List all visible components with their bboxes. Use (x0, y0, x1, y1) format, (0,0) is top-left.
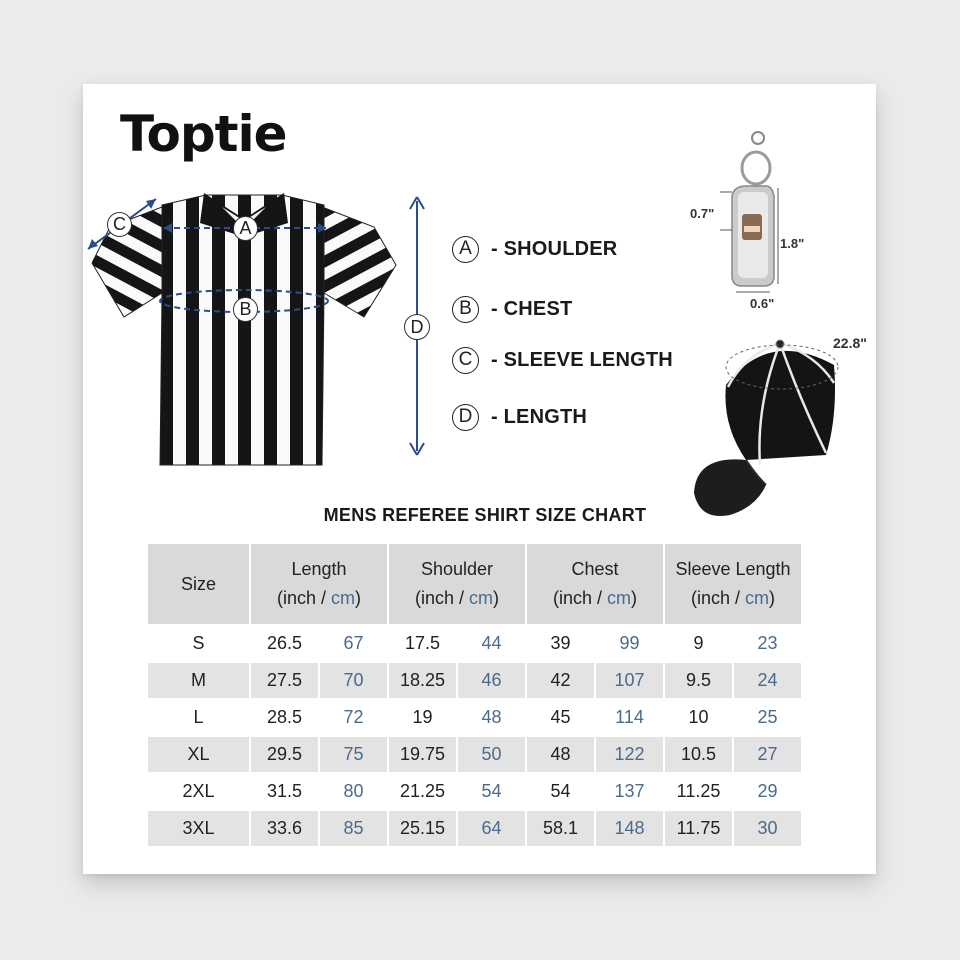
size-chart-table (146, 542, 803, 848)
unit-cm: cm (745, 588, 770, 608)
length-inch: 26.5 (266, 633, 303, 653)
size-cell: XL (148, 737, 249, 772)
chest-inch: 54 (550, 781, 571, 801)
header-chest-label: Chest (571, 559, 619, 579)
brand-logo: Toptie (120, 105, 287, 163)
legend-item-length (452, 400, 587, 434)
shoulder-cm: 54 (481, 781, 502, 801)
shoulder-inch: 19 (412, 707, 433, 727)
table-header-row (148, 544, 801, 624)
length-cm: 67 (343, 633, 364, 653)
unit-open: (inch / (552, 588, 608, 608)
chest-inch: 45 (550, 707, 571, 727)
unit-close: ) (769, 588, 776, 608)
shoulder-cm: 48 (481, 707, 502, 727)
sleeve-cm: 24 (734, 663, 801, 698)
size-cell: M (148, 663, 249, 698)
sleeve-cm: 29 (757, 781, 778, 801)
sleeve-inch: 10 (688, 707, 709, 727)
chest-inch: 39 (550, 633, 571, 653)
chest-cm: 114 (615, 707, 644, 727)
unit-open: (inch / (276, 588, 332, 608)
size-cell: S (192, 633, 205, 653)
header-length (251, 544, 387, 624)
unit-open: (inch / (690, 588, 746, 608)
legend-letter: B (452, 296, 479, 323)
cap-circumference: 22.8" (833, 335, 867, 351)
chest-cm: 148 (596, 811, 663, 846)
legend-letter: D (452, 404, 479, 431)
table-row (148, 663, 801, 698)
whistle-height: 1.8" (780, 236, 805, 251)
shoulder-inch: 19.75 (389, 737, 456, 772)
legend-letter: C (452, 347, 479, 374)
whistle-width-top: 0.7" (690, 206, 715, 221)
shoulder-inch: 25.15 (389, 811, 456, 846)
table-row (148, 700, 801, 735)
chart-title: MENS REFEREE SHIRT SIZE CHART (323, 505, 647, 525)
length-inch: 29.5 (251, 737, 318, 772)
sleeve-inch: 11.75 (665, 811, 732, 846)
unit-cm: cm (607, 588, 632, 608)
length-cm: 70 (320, 663, 387, 698)
chest-marker: B (233, 297, 258, 322)
unit-cm: cm (469, 588, 494, 608)
legend-item-chest (452, 292, 572, 326)
chest-inch: 42 (527, 663, 594, 698)
legend-label: - LENGTH (491, 405, 588, 428)
unit-close: ) (355, 588, 362, 608)
header-shoulder-label: Shoulder (420, 559, 494, 579)
unit-cm: cm (331, 588, 356, 608)
length-inch: 28.5 (266, 707, 303, 727)
legend-label: - CHEST (491, 297, 573, 320)
sleeve-cm: 25 (757, 707, 778, 727)
shoulder-cm: 50 (458, 737, 525, 772)
header-sleeve-label: Sleeve Length (675, 559, 791, 579)
size-cell: L (193, 707, 204, 727)
length-inch: 33.6 (251, 811, 318, 846)
shoulder-marker: A (233, 216, 258, 241)
legend-item-shoulder (452, 232, 617, 266)
sleeve-cm: 23 (757, 633, 778, 653)
table-row (148, 737, 801, 772)
length-cm: 72 (343, 707, 364, 727)
table-row (148, 774, 801, 809)
length-inch: 27.5 (251, 663, 318, 698)
sleeve-inch: 11.25 (676, 781, 721, 801)
length-marker: D (404, 314, 430, 340)
chest-inch: 48 (527, 737, 594, 772)
header-shoulder (389, 544, 525, 624)
sleeve-inch: 9.5 (665, 663, 732, 698)
sleeve-cm: 30 (734, 811, 801, 846)
chest-cm: 99 (619, 633, 640, 653)
legend-label: - SHOULDER (491, 237, 618, 260)
length-cm: 80 (343, 781, 364, 801)
shoulder-cm: 64 (458, 811, 525, 846)
sleeve-inch: 10.5 (665, 737, 732, 772)
header-size-label: Size (180, 573, 216, 594)
header-length-label: Length (291, 559, 347, 579)
length-cm: 85 (320, 811, 387, 846)
header-chest (527, 544, 663, 624)
header-sleeve-length (665, 544, 801, 624)
legend-label: - SLEEVE LENGTH (491, 348, 673, 371)
shoulder-inch: 17.5 (404, 633, 441, 653)
measurement-legend (452, 228, 712, 438)
size-cell: 2XL (182, 781, 215, 801)
chest-cm: 137 (614, 781, 645, 801)
legend-letter: A (452, 236, 479, 263)
sleeve-cm: 27 (734, 737, 801, 772)
shoulder-inch: 21.25 (399, 781, 446, 801)
legend-item-sleeve-length (452, 343, 673, 377)
shoulder-cm: 44 (481, 633, 502, 653)
whistle-width-bottom: 0.6" (750, 296, 775, 311)
chest-inch: 58.1 (527, 811, 594, 846)
shoulder-inch: 18.25 (389, 663, 456, 698)
chest-cm: 107 (596, 663, 663, 698)
unit-close: ) (631, 588, 638, 608)
unit-open: (inch / (414, 588, 470, 608)
table-row (148, 626, 801, 661)
referee-cap-icon (686, 325, 876, 525)
size-cell: 3XL (148, 811, 249, 846)
table-row (148, 811, 801, 846)
chest-cm: 122 (596, 737, 663, 772)
shoulder-cm: 46 (458, 663, 525, 698)
header-size (148, 544, 249, 624)
length-cm: 75 (320, 737, 387, 772)
length-inch: 31.5 (266, 781, 303, 801)
sleeve-inch: 9 (693, 633, 704, 653)
sleeve-marker: C (107, 212, 132, 237)
unit-close: ) (493, 588, 500, 608)
